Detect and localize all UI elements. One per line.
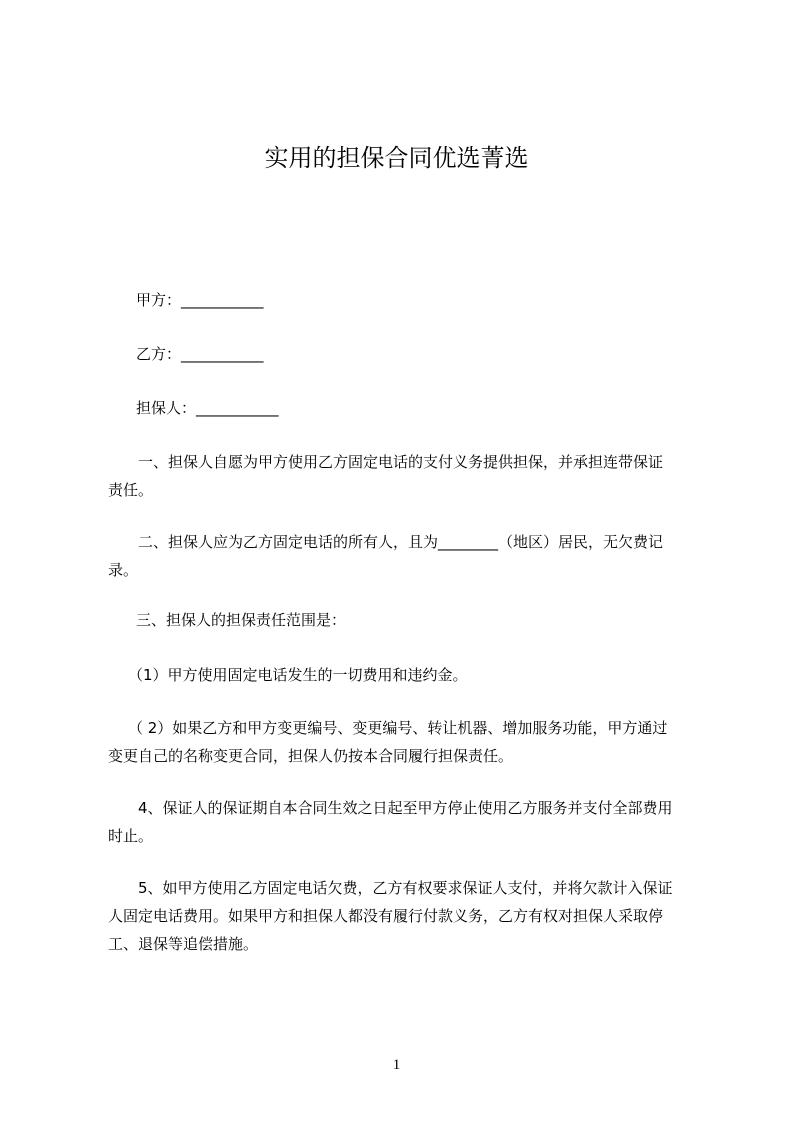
party-b-field: 乙方：___________ <box>136 345 264 363</box>
clause-3a <box>108 661 718 689</box>
clause-2-line-1: 二、担保人应为乙方固定电话的所有人，且为________（地区）居民，无欠费记 <box>138 533 664 551</box>
guarantor-field: 担保人：___________ <box>136 399 279 417</box>
clause-3b <box>108 714 718 770</box>
clause-5 <box>108 874 718 958</box>
clause-4 <box>108 794 718 850</box>
clause-1-line-1: 一、担保人自愿为甲方使用乙方固定电话的支付义务提供担保，并承担连带保证 <box>138 453 664 471</box>
clause-1 <box>108 448 718 504</box>
clause-4-line-2: 时止。 <box>108 827 154 845</box>
page-number: 1 <box>392 1057 401 1073</box>
clause-3b-line-1: （ 2）如果乙方和甲方变更编号、变更编号、转让机器、增加服务功能，甲方通过 <box>128 719 668 737</box>
clause-2-line-2: 录。 <box>108 561 139 579</box>
clause-3 <box>108 606 718 634</box>
clause-1-line-2: 责任。 <box>108 481 154 499</box>
clause-3b-line-2: 变更自己的名称变更合同，担保人仍按本合同履行担保责任。 <box>108 747 514 765</box>
clause-3a-line-1: （1）甲方使用固定电话发生的一切费用和违约金。 <box>128 666 468 684</box>
clause-4-line-1: 4、保证人的保证期自本合同生效之日起至甲方停止使用乙方服务并支付全部费用 <box>138 799 673 817</box>
clause-5-line-2: 人固定电话费用。如果甲方和担保人都没有履行付款义务，乙方有权对担保人采取停 <box>108 907 664 925</box>
clause-5-line-3: 工、退保等追偿措施。 <box>108 935 259 953</box>
clause-5-line-1: 5、如甲方使用乙方固定电话欠费，乙方有权要求保证人支付，并将欠款计入保证 <box>138 879 673 897</box>
clause-2 <box>108 528 718 584</box>
clause-3-line-1: 三、担保人的担保责任范围是： <box>136 611 347 629</box>
party-a-field: 甲方：___________ <box>136 291 264 309</box>
page-title: 实用的担保合同优选菁选 <box>264 144 529 172</box>
